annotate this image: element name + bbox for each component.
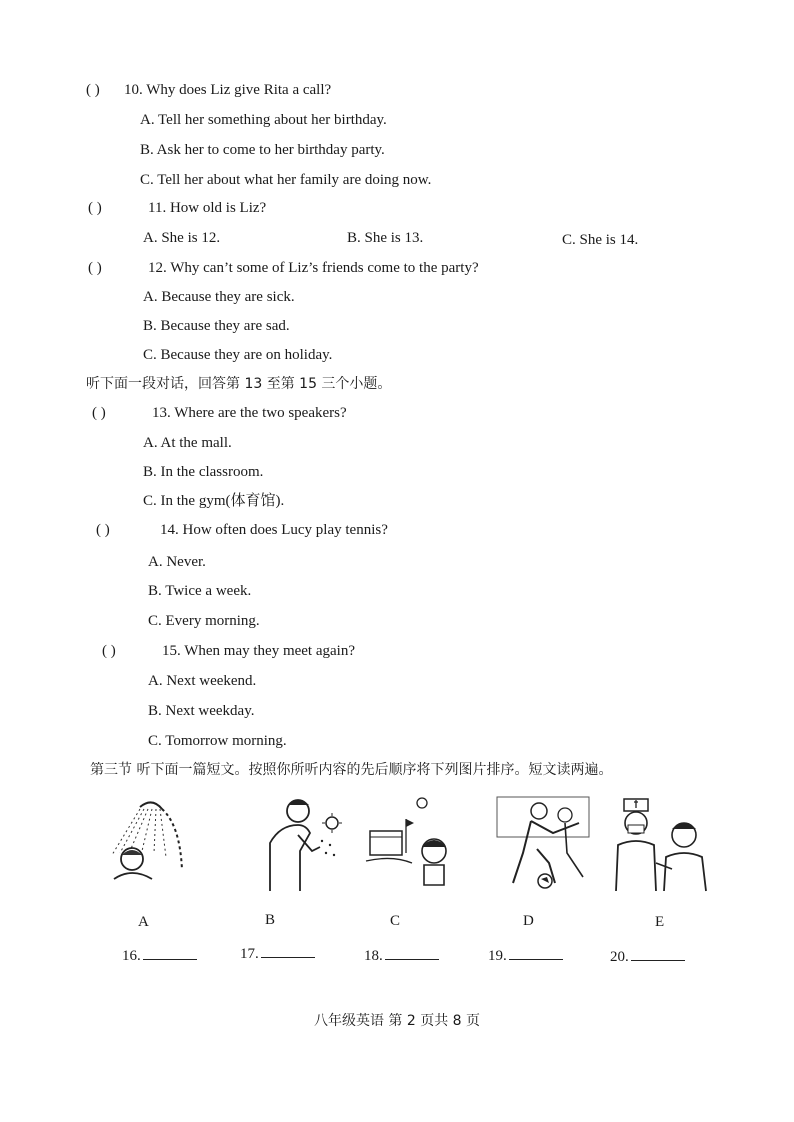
man-icon (240, 793, 350, 893)
option: C. Tomorrow morning. (148, 733, 287, 749)
picture-label-c: C (390, 913, 401, 929)
question-text: 15. When may they meet again? (162, 643, 355, 659)
option: B. Because they are sad. (143, 318, 290, 334)
question-13 (92, 403, 347, 423)
picture-b-man (240, 793, 350, 893)
option: B. Next weekday. (148, 703, 255, 719)
answer-18 (364, 945, 439, 965)
picture-label-a: A (138, 914, 149, 930)
question-12 (88, 258, 479, 278)
question-15 (102, 641, 355, 661)
question-text: 12. Why can’t some of Liz’s friends come to the party? (148, 260, 479, 276)
picture-a-shower (100, 795, 200, 885)
boy-school-icon (362, 793, 462, 893)
option: B. Twice a week. (148, 583, 252, 599)
option: A. She is 12. (143, 230, 221, 246)
option: A. Next weekend. (148, 673, 257, 689)
answer-blank[interactable] (631, 946, 685, 961)
picture-c-boy (362, 793, 462, 893)
answer-number: 20. (610, 949, 629, 965)
answer-20 (610, 946, 685, 966)
option: A. Because they are sick. (143, 289, 295, 305)
section-3-instruction: 第三节 听下面一篇短文。按照你所听内容的先后顺序将下列图片排序。短文读两遍。 (90, 762, 613, 778)
question-text: 11. How old is Liz? (148, 200, 267, 216)
question-text: 13. Where are the two speakers? (152, 405, 347, 421)
picture-label-b: B (265, 912, 276, 928)
option: C. Tell her about what her family are doing now. (140, 172, 432, 188)
doctor-icon (608, 793, 713, 893)
option: B. In the classroom. (143, 464, 264, 480)
answer-number: 19. (488, 948, 507, 964)
answer-blank[interactable] (143, 945, 197, 960)
answer-blank[interactable] (509, 945, 563, 960)
answer-paren[interactable]: ( ) (88, 200, 102, 216)
shower-icon (100, 795, 200, 885)
answer-number: 18. (364, 948, 383, 964)
option: A. Tell her something about her birthday. (140, 112, 387, 128)
option: B. She is 13. (347, 230, 424, 246)
instruction-13-15: 听下面一段对话，回答第 13 至第 15 三个小题。 (86, 376, 392, 392)
answer-paren[interactable]: ( ) (86, 82, 100, 98)
answer-blank[interactable] (385, 945, 439, 960)
answer-19 (488, 945, 563, 965)
question-10 (86, 80, 331, 100)
answer-paren[interactable]: ( ) (102, 643, 116, 659)
picture-e-doctor (608, 793, 713, 893)
picture-label-e: E (655, 914, 665, 930)
page-footer: 八年级英语 第 2 页共 8 页 (313, 1013, 481, 1029)
option: C. She is 14. (562, 232, 639, 248)
answer-paren[interactable]: ( ) (88, 260, 102, 276)
picture-label-d: D (523, 913, 534, 929)
option: A. Never. (148, 554, 206, 570)
question-14 (96, 520, 388, 540)
question-text: 10. Why does Liz give Rita a call? (124, 82, 332, 98)
option: A. At the mall. (143, 435, 232, 451)
question-text: 14. How often does Lucy play tennis? (160, 522, 388, 538)
answer-17 (240, 943, 315, 963)
option: C. Because they are on holiday. (143, 347, 333, 363)
soccer-icon (493, 793, 593, 893)
option: B. Ask her to come to her birthday party. (140, 142, 385, 158)
answer-number: 17. (240, 946, 259, 962)
answer-paren[interactable]: ( ) (92, 405, 106, 421)
option: C. In the gym(体育馆). (143, 493, 285, 509)
answer-16 (122, 945, 197, 965)
answer-paren[interactable]: ( ) (96, 522, 110, 538)
option: C. Every morning. (148, 613, 260, 629)
picture-d-soccer (493, 793, 593, 893)
question-11 (88, 198, 266, 218)
answer-blank[interactable] (261, 943, 315, 958)
answer-number: 16. (122, 948, 141, 964)
